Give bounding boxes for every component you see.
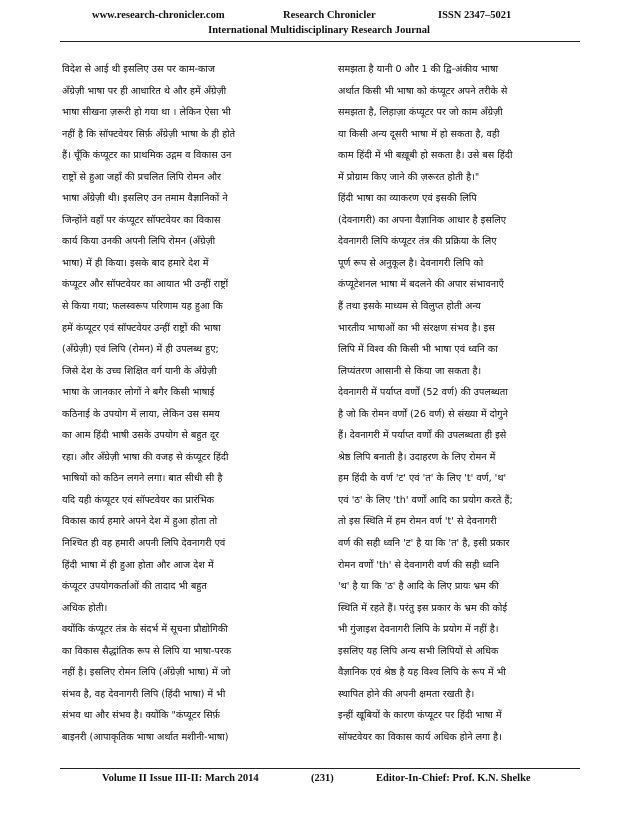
text-line: भाषा सीखना ज़रूरी हो गया था । लेकिन ऐसा भी xyxy=(62,107,231,119)
text-line: देवनागरी में पर्याप्त वर्णों (52 वर्ण) की उपलब्धता xyxy=(338,387,508,399)
text-line: देवनागरी लिपि कंप्यूटर तंत्र की प्रक्रिया के लिए xyxy=(338,236,497,248)
text-line: निश्चित ही वह हमारी अपनी लिपि देवनागरी एवं xyxy=(62,538,226,550)
page-number: (231) xyxy=(311,773,334,784)
text-line: का विकास सैद्धांतिक रूप से लिपि या भाषा-परक xyxy=(62,645,232,657)
footer-divider xyxy=(60,768,580,769)
text-line: अँग्रेज़ी भाषा पर ही आधारित थे और हमें अँग्रेज़ी xyxy=(62,85,227,97)
text-line: समझता है यानी 0 और 1 की द्वि-अंकीय भाषा xyxy=(338,64,499,75)
text-line: जिसे देश के उच्च शिक्षित वर्ग यानी के अँग्रेज़ी xyxy=(62,365,217,377)
text-line: इन्हीं खूबियों के कारण कंप्यूटर पर हिंदी भाषा में xyxy=(338,710,502,722)
text-line: में प्रोग्राम किए जाने की ज़रूरत होती है।" xyxy=(338,171,480,183)
text-line: कंप्यूटर उपयोगकर्ताओं की तादाद भी बहुत xyxy=(62,581,207,593)
text-line: या किसी अन्य दूसरी भाषा में हो सकता है, वही xyxy=(338,128,500,140)
text-line: हैं। चूँकि कंप्यूटर का प्राथमिक उद्गम व विकास उन xyxy=(62,150,232,162)
journal-subtitle: International Multidisciplinary Research Journal xyxy=(208,25,430,36)
text-line: संभव था और संभव है। क्योंकि "कंप्यूटर सिर्फ़ xyxy=(62,710,220,722)
journal-website: www.research-chronicler.com xyxy=(92,10,225,21)
text-line: भारतीय भाषाओं का भी संरक्षण संभव है। इस xyxy=(338,322,495,334)
text-line: लिप्यंतरण आसानी से किया जा सकता है। xyxy=(338,365,482,377)
text-line: संभव है, वह देवनागरी लिपि (हिंदी भाषा) में भी xyxy=(62,688,226,700)
text-line: भाषा के जानकार लोगों ने बगैर किसी भाषाई xyxy=(62,387,215,399)
text-line: रहा। और अँग्रेज़ी भाषा की वजह से कंप्यूटर हिंदी xyxy=(62,451,229,463)
text-line: लिपि में विश्व की किसी भी भाषा एवं ध्वनि का xyxy=(338,344,498,356)
text-line: भी गुंजाइश देवनागरी लिपि के प्रयोग में नहीं है। xyxy=(338,624,499,636)
text-line: जिन्होंने वहाँ पर कंप्यूटर सॉफ्टवेयर का विकास xyxy=(62,214,221,226)
text-line: तो इस स्थिति में हम रोमन वर्ण 't' से देवनागरी xyxy=(338,516,497,528)
text-line: बाइनरी (आपाकृतिक भाषा अर्थात मशीनी-भाषा) xyxy=(62,731,229,743)
text-line: रोमन वर्णों 'th' से देवनागरी वर्ण की सही ध्वनि xyxy=(338,559,500,571)
text-line: विकास कार्य हमारे अपने देश में हुआ होता तो xyxy=(62,516,218,528)
text-line: हम हिंदी के वर्ण 'ट' एवं 'त' के लिए 't' वर्ण, 'थ' xyxy=(338,473,507,485)
text-line: वर्ण की सही ध्वनि 'ट' है या कि 'त' है, इसी प्रकार xyxy=(338,538,510,550)
text-line: क्योंकि कंप्यूटर तंत्र के संदर्भ में सूचना प्रौद्योगिकी xyxy=(62,624,228,636)
text-line: हमें कंप्यूटर एवं सॉफ्टवेयर उन्हीं राष्ट्रों की भाषा xyxy=(62,322,221,334)
journal-name: Research Chronicler xyxy=(283,10,376,21)
text-line: (अँग्रेज़ी) एवं लिपि (रोमन) में ही उपलब्ध हुए; xyxy=(62,344,219,356)
text-line: हैं तथा इसके माध्यम से विलुप्त होती अन्य xyxy=(338,301,481,313)
text-line: यदि यही कंप्यूटर एवं सॉफ्टवेयर का प्रारंभिक xyxy=(62,494,215,506)
text-line: भाषा) में ही किया। इसके बाद हमारे देश में xyxy=(62,257,209,269)
text-line: कंप्यूटेशनल भाषा में बदलने की अपार संभावनाएँ xyxy=(338,279,504,291)
text-line: पूर्ण रूप से अनुकूल है। देवनागरी लिपि को xyxy=(338,257,484,269)
journal-issn: ISSN 2347–5021 xyxy=(438,10,512,21)
text-line: हैं। देवनागरी में पर्याप्त वर्णों की उपलब्धता ही इसे xyxy=(338,430,507,442)
editor-in-chief: Editor-In-Chief: Prof. K.N. Shelke xyxy=(376,773,531,784)
text-line: भाषियों को कठिन लगने लगा। बात सीधी सी है xyxy=(62,473,223,485)
text-line: (देवनागरी) का अपना वैज्ञानिक आधार है इसलिए xyxy=(338,214,507,226)
text-line: है जो कि रोमन वर्णों (26 वर्ण) से संख्या में दोगुने xyxy=(338,408,508,420)
text-line: से किया गया; फलस्वरूप परिणाम यह हुआ कि xyxy=(62,301,223,313)
text-line: इसलिए यह लिपि अन्य सभी लिपियों से अधिक xyxy=(338,645,499,657)
text-line: राष्ट्रों से हुआ जहाँ की प्रचलित लिपि रोमन और xyxy=(62,171,221,183)
text-line: सॉफ्टवेयर का विकास कार्य अधिक होने लगा है। xyxy=(338,731,502,743)
text-line: नहीं है कि सॉफ्टवेयर सिर्फ़ अँग्रेज़ी भाषा के ही होते xyxy=(62,128,236,140)
text-line: का आम हिंदी भाषी उसके उपयोग से बहुत दूर xyxy=(62,430,220,442)
text-line: काम हिंदी में भी बख़ूबी हो सकता है। उसे बस हिंदी xyxy=(338,150,513,162)
header-divider xyxy=(60,41,580,42)
text-line: कार्य किया उनकी अपनी लिपि रोमन (अँग्रेज़ी xyxy=(62,236,216,248)
text-line: कंप्यूटर और सॉफ्टवेयर का आयात भी उन्हीं राष्ट्रों xyxy=(62,279,229,291)
text-line: 'थ' है या कि 'ठ' है आदि के लिए प्रायः भ्रम की xyxy=(338,581,499,593)
text-line: अधिक होती। xyxy=(62,602,108,614)
text-line: हिंदी भाषा में ही हुआ होता और आज देश में xyxy=(62,559,214,571)
text-line: स्थापित होने की अपनी क्षमता रखती है। xyxy=(338,688,475,700)
right-text-column xyxy=(338,59,585,749)
text-line: वैज्ञानिक एवं श्रेष्ठ है यह विश्व लिपि के रूप में भी xyxy=(338,667,506,679)
volume-issue-info: Volume II Issue III-II: March 2014 xyxy=(102,773,259,784)
text-line: नहीं है। इसलिए रोमन लिपि (अँग्रेज़ी भाषा) में जो xyxy=(62,667,231,679)
text-line: अर्थात किसी भी भाषा को कंप्यूटर अपने तरीके से xyxy=(338,85,508,97)
text-line: विदेश से आई थी इसलिए उस पर काम-काज xyxy=(62,64,216,75)
left-text-column xyxy=(62,59,309,749)
text-line: कठिनाई के उपयोग में लाया, लेकिन उस समय xyxy=(62,408,220,420)
text-line: श्रेष्ठ लिपि बनाती है। उदाहरण के लिए रोमन में xyxy=(338,451,496,463)
text-line: स्थिति में रहते हैं। परंतु इस प्रकार के भ्रम की कोई xyxy=(338,602,508,614)
text-line: भाषा अँग्रेज़ी थी। इसलिए उन तमाम वैज्ञानिकों ने xyxy=(62,193,228,205)
text-line: हिंदी भाषा का व्याकरण एवं इसकी लिपि xyxy=(338,193,477,205)
text-line: समझता है, लिहाज़ा कंप्यूटर पर जो काम अँग्रेज़ी xyxy=(338,107,503,119)
text-line: एवं 'ठ' के लिए 'th' वर्णों आदि का प्रयोग करते हैं; xyxy=(338,494,513,506)
